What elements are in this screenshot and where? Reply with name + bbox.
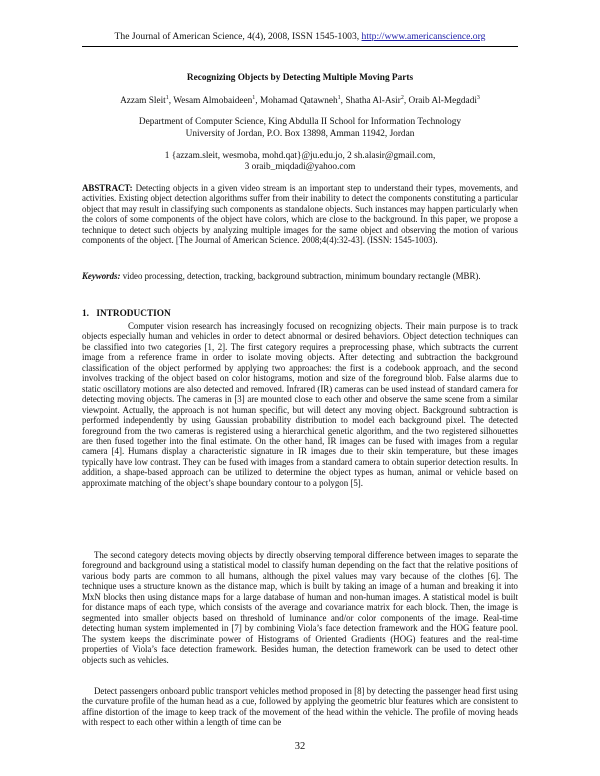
abstract-label: ABSTRACT:	[82, 183, 133, 193]
page-number: 32	[294, 741, 306, 752]
author-name: Wesam Almobaideen	[173, 96, 253, 107]
author-affiliation-mark: 1	[252, 95, 256, 101]
body-paragraph	[82, 321, 518, 488]
section-number: 1.	[82, 309, 89, 319]
paragraph-text: Detect passengers onboard public transport vehicles method proposed in [8] by detecting the passenger head first using the curvature profile of the human head as a cue, followed by applying the geometric blur features which are consistent to affine distortion of the image to keep track of the movement of the head within the vehicle. The profile of moving heads with respect to each other within a length of time can be	[82, 686, 518, 728]
affiliation	[0, 116, 600, 140]
affiliation-line: Department of Computer Science, King Abdulla II School for Information Technology	[138, 117, 462, 127]
journal-header	[0, 31, 600, 42]
paragraph-text: The second category detects moving objects by directly observing temporal difference between images to separate the foreground and background using a statistical model to classify human depending on the fact that the relative positions of various body parts are common to all humans, although the pixel values may vary because of the clothes [6]. The technique uses a structure known as the distance map, which is built by taking an image of a human and breaking it into MxN blocks then using distance maps for a large database of human and non-human images. A statistical model is built for distance maps of each type, which consists of the average and covariance matrix for each block. Then, the image is segmented into smaller objects based on threshold of luminance and/or color components of the image. Real-time detecting human system implemented in [7] by combining Viola’s face detection framework and the HOG feature pool. The system keeps the discriminate power of Histograms of Oriented Gradients (HOG) features and the real-time properties of Viola’s face detection framework. Besides human, the detection framework can be used to detect other objects such as vehicles.	[82, 550, 518, 665]
email-line: 1 {azzam.sleit, wesmoba, mohd.qat}@ju.edu.jo, 2 sh.alasir@gmail.com,	[164, 151, 436, 161]
keywords-text: video processing, detection, tracking, background subtraction, minimum boundary rectangle (MBR).	[120, 271, 481, 281]
author-affiliation-mark: 3	[476, 95, 480, 101]
author-affiliation-mark: 2	[400, 95, 404, 101]
author-affiliation-mark: 1	[165, 95, 169, 101]
body-paragraph	[82, 550, 518, 665]
body-paragraph	[82, 686, 518, 728]
header-rule	[82, 46, 518, 47]
journal-url-link[interactable]: http://www.americanscience.org	[361, 31, 486, 42]
author-list: Azzam Sleit$^1$, Wesam Almobaideen$^1$, Mohamad Qatawneh$^1$, Shatha Al-Asir$^2$, Oraib Al-Megdadi$^3$	[120, 95, 480, 107]
email-line: 3 oraib_miqdadi@yahoo.com	[244, 162, 356, 172]
keywords-label: Keywords:	[82, 271, 121, 281]
abstract	[82, 183, 518, 246]
paragraph-text: Computer vision research has increasingly focused on recognizing objects. Their main purpose is to track objects especially human and vehicles in order to detect abnormal or desired behaviors. Object detection techniques can be classified into two categories [1, 2]. The first category requires a preprocessing phase, which subtracts the current image from a reference frame in order to isolate moving objects. After detecting and subtraction the background classification of the object performed by applying two approaches: the first is a codebook approach, and the second involves tracking of the object based on color histograms, motion and size of the foreground blob. False alarms due to static oscillatory motions are also detected and removed. Infrared (IR) cameras can be used instead of standard camera for detecting moving objects. The cameras in [3] are mounted close to each other and observe the same scene from a similar viewpoint. Actually, the approach is not human specific, but will detect any moving object. Background subtraction is performed independently by using Gaussian probability distribution to model each background pixel. The detected foreground from the two cameras is registered using a hierarchical genetic algorithm, and the two registered silhouettes are then fused together into the final estimate. On the other hand, IR images can be fused with images from a regular camera [4]. Humans display a characteristic signature in IR images due to their skin temperature, but these images typically have low contrast. They can be fused with images from a standard camera to obtain superior detection results. In addition, a shape-based approach can be utilized to determine the object types as human, animal or vehicle based on approximate matching of the object’s shape boundary contour to a polygon [5].	[82, 321, 518, 488]
section-heading	[82, 309, 171, 319]
abstract-text: Detecting objects in a given video stream is an important step to understand their types, movements, and activities. Existing object detection algorithms suffer from their inability to detect the components constituting a particular object that may result in classifying such components as standalone objects. Such instances may happen particularly when the colors of some components of the object have colors, which are close to the background. In this paper, we propose a technique to detect such objects by analyzing multiple images for the same object and observing the motion of various components of the object. [The Journal of American Science. 2008;4(4):32-43]. (ISSN: 1545-1003).	[82, 183, 518, 246]
paper-title: Recognizing Objects by Detecting Multiple Moving Parts	[186, 73, 414, 83]
journal-citation: The Journal of American Science, 4(4), 2008, ISSN 1545-1003,	[114, 31, 360, 42]
affiliation-line: University of Jordan, P.O. Box 13898, Amman 11942, Jordan	[185, 129, 415, 139]
section-title: INTRODUCTION	[96, 309, 171, 319]
author-name: Azzam Sleit	[120, 96, 166, 107]
author-name: Shatha Al-Asir	[345, 96, 401, 107]
author-name: Oraib Al-Megdadi	[408, 96, 477, 107]
author-name: Mohamad Qatawneh	[259, 96, 338, 107]
author-affiliation-mark: 1	[337, 95, 341, 101]
author-emails	[0, 151, 600, 173]
keywords	[82, 271, 518, 281]
